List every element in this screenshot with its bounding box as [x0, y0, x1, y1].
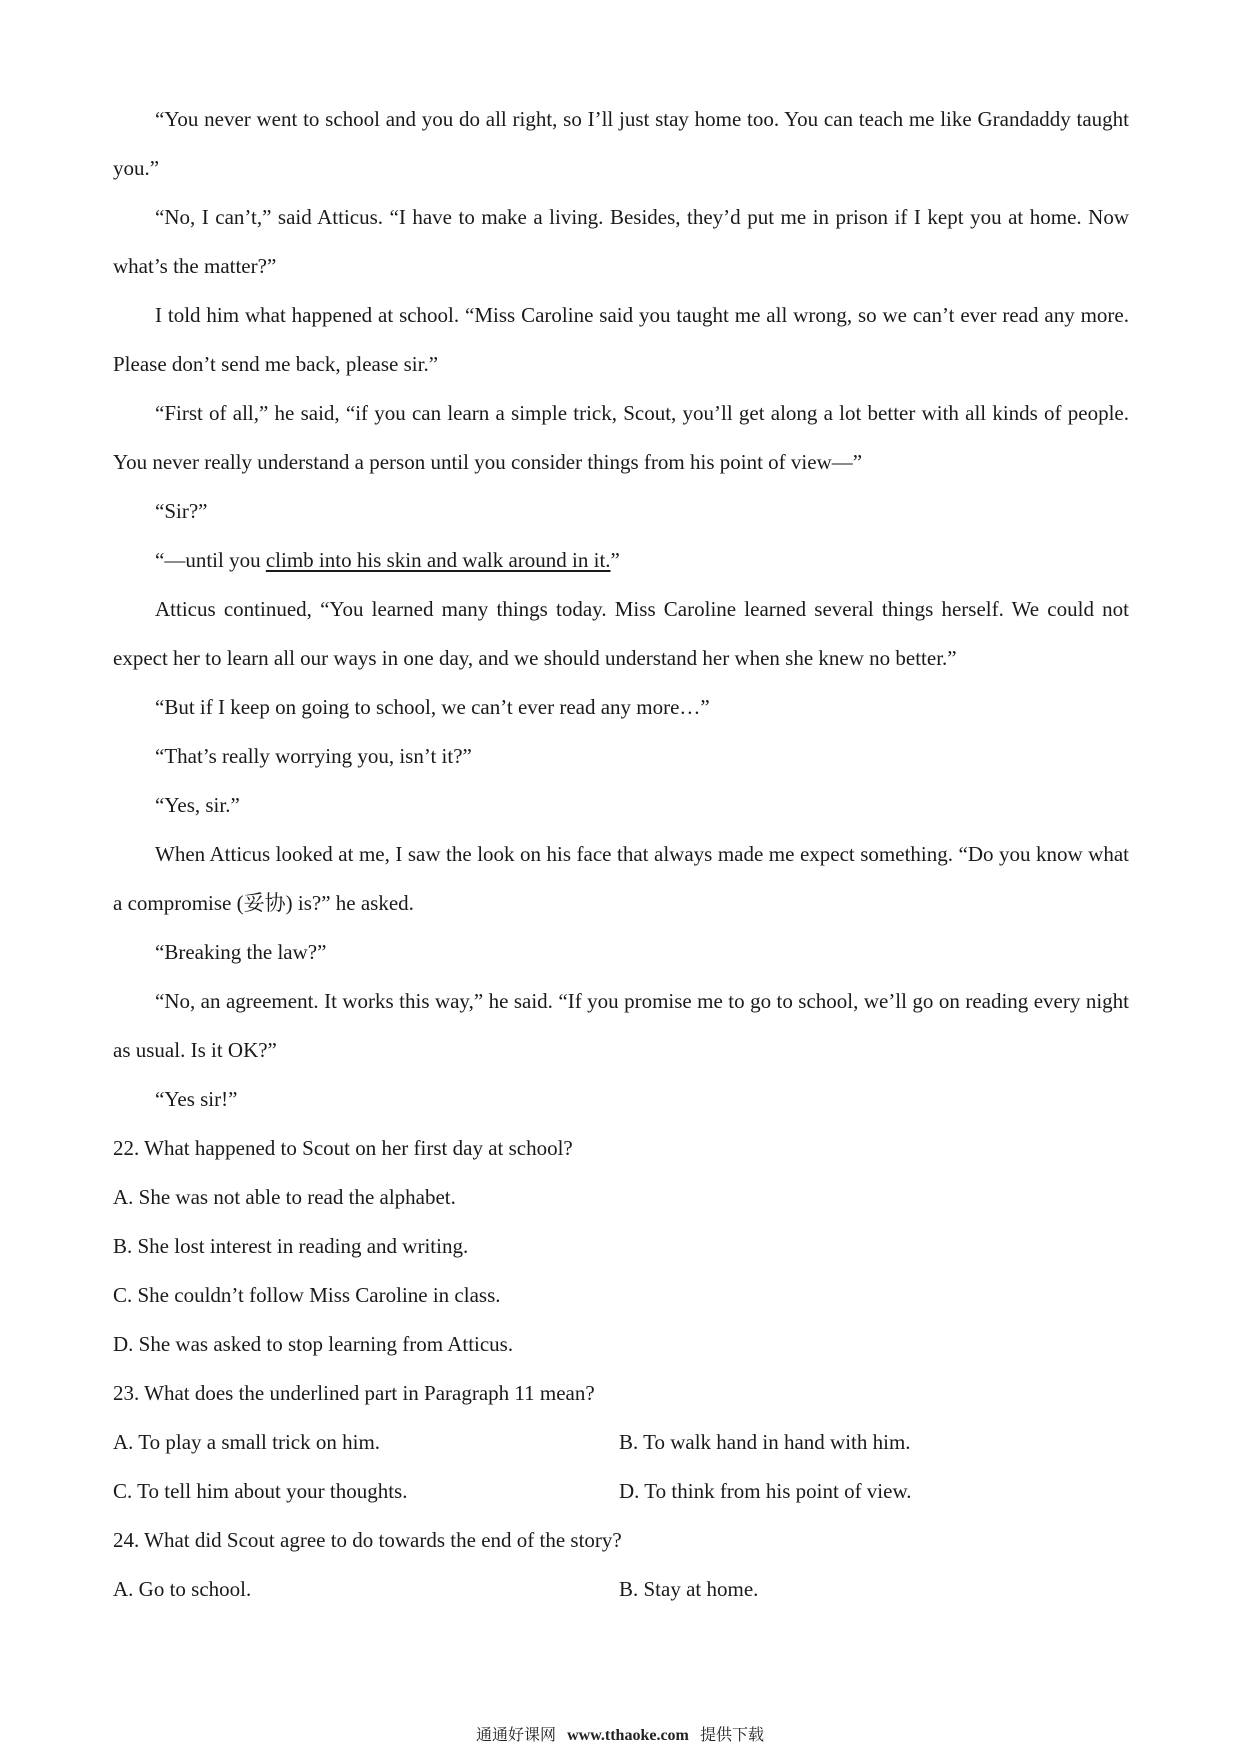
question-24-option-a: A. Go to school. [113, 1577, 252, 1601]
paragraph-10: “Yes, sir.” [155, 793, 240, 817]
paragraph-11: When Atticus looked at me, I saw the look on his face that always made me expect something. “Do you know what a compromise (妥协) is?” he asked. [113, 842, 1129, 915]
footer-download-note: 提供下载 [699, 1725, 764, 1744]
question-24-stem: 24. What did Scout agree to do towards the end of the story? [113, 1528, 622, 1552]
page-footer [0, 1724, 1240, 1747]
paragraph-6-end: ” [610, 548, 620, 572]
paragraph-6-start: “—until you [155, 548, 266, 572]
question-22-option-b: B. She lost interest in reading and writing. [113, 1234, 469, 1258]
underlined-phrase: climb into his skin and walk around in it. [265, 548, 611, 572]
paragraph-9: “That’s really worrying you, isn’t it?” [155, 744, 472, 768]
paragraph-3: I told him what happened at school. “Miss Caroline said you taught me all wrong, so we can’t ever read any more. Please don’t send me back, please sir.” [113, 303, 1129, 376]
question-22-option-a: A. She was not able to read the alphabet. [113, 1185, 456, 1209]
paragraph-8: “But if I keep on going to school, we can’t ever read any more…” [155, 695, 710, 719]
question-23-option-d: D. To think from his point of view. [619, 1479, 912, 1503]
paragraph-6 [113, 536, 1129, 585]
question-22-stem: 22. What happened to Scout on her first day at school? [113, 1136, 573, 1160]
question-22-option-c: C. She couldn’t follow Miss Caroline in class. [113, 1283, 501, 1307]
paragraph-1: “You never went to school and you do all right, so I’ll just stay home too. You can teach me like Grandaddy taught you.” [113, 107, 1129, 180]
footer-site-name: 通通好课网 [476, 1725, 557, 1744]
question-24-option-b: B. Stay at home. [619, 1577, 759, 1601]
question-23-stem: 23. What does the underlined part in Paragraph 11 mean? [113, 1381, 595, 1405]
paragraph-12: “Breaking the law?” [155, 940, 327, 964]
question-23-option-c: C. To tell him about your thoughts. [113, 1479, 408, 1503]
paragraph-2: “No, I can’t,” said Atticus. “I have to make a living. Besides, they’d put me in prison if I kept you at home. Now what’s the matter?” [113, 205, 1129, 278]
question-23-option-b: B. To walk hand in hand with him. [619, 1430, 911, 1454]
paragraph-14: “Yes sir!” [155, 1087, 238, 1111]
question-23-option-a: A. To play a small trick on him. [113, 1430, 381, 1454]
footer-url[interactable]: www.tthaoke.com [567, 1727, 689, 1744]
question-22-option-d: D. She was asked to stop learning from Atticus. [113, 1332, 514, 1356]
paragraph-7: Atticus continued, “You learned many things today. Miss Caroline learned several things herself. We could not expect her to learn all our ways in one day, and we should understand her when she knew no better.” [113, 597, 1129, 670]
paragraph-5: “Sir?” [155, 499, 208, 523]
paragraph-4: “First of all,” he said, “if you can learn a simple trick, Scout, you’ll get along a lot better with all kinds of people. You never really understand a person until you consider things from his point of view—” [113, 401, 1129, 474]
paragraph-13: “No, an agreement. It works this way,” he said. “If you promise me to go to school, we’ll go on reading every night as usual. Is it OK?” [113, 989, 1129, 1062]
